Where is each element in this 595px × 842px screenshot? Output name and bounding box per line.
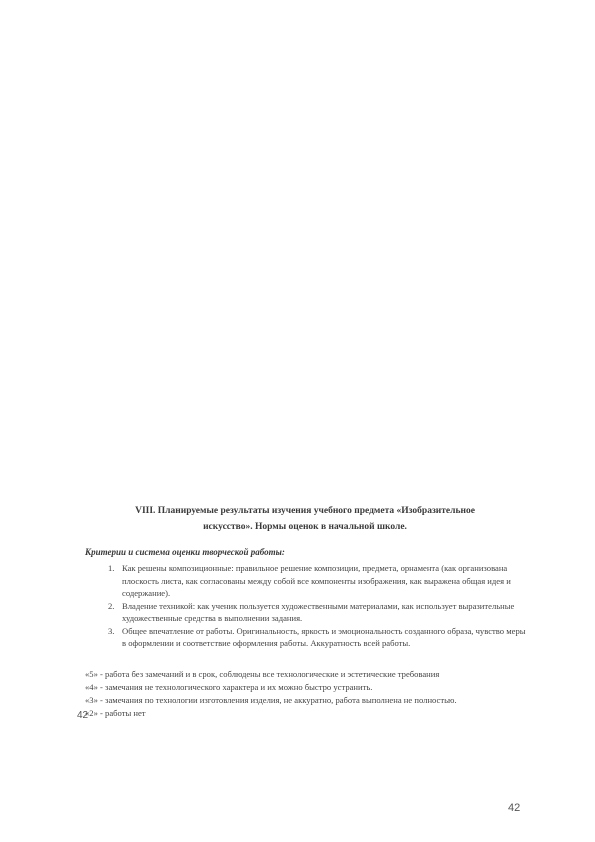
section-heading [90,503,520,535]
criteria-title: Критерии и система оценки творческой работы: [85,547,285,557]
grade-2: «2» - работы нет [85,708,146,718]
criteria-item [108,625,528,650]
criteria-item-text: Владение техникой: как ученик пользуется художественными материалами, как использует выразительные художественные средства в выполнении задания. [122,600,515,623]
criteria-item-text: Как решены композиционные: правильное решение композиции, предмета, орнамента (как организована плоскость листа, как согласованы между собой все компоненты изображения, как выражена общая идея и содержание). [122,563,511,598]
margin-page-number: 42 [77,710,89,721]
section-heading-line-2: искусство». Нормы оценок в начальной школе. [203,522,407,532]
criteria-item [108,562,528,600]
grade-3: «3» - замечания по технологии изготовления изделия, не аккуратно, работа выполнена не полностью. [85,695,457,705]
criteria-item-text: Общее впечатление от работы. Оригинальность, яркость и эмоциональность созданного образа, чувство меры в оформлении и соответствие оформления работы. Аккуратность всей работы. [122,625,526,648]
criteria-item-number: 1. [108,563,115,573]
grade-scale [85,668,525,720]
criteria-item-number: 3. [108,625,115,636]
grade-4: «4» - замечания не технологического характера и их можно быстро устранить. [85,682,373,692]
criteria-item [108,600,528,625]
section-heading-line-1: VIII. Планируемые результаты изучения учебного предмета «Изобразительное [135,506,475,516]
grade-5: «5» - работа без замечаний и в срок, соблюдены все технологические и эстетические требования [85,669,440,679]
criteria-list [108,562,528,650]
criteria-item-number: 2. [108,600,115,611]
page-number: 42 [508,802,521,814]
